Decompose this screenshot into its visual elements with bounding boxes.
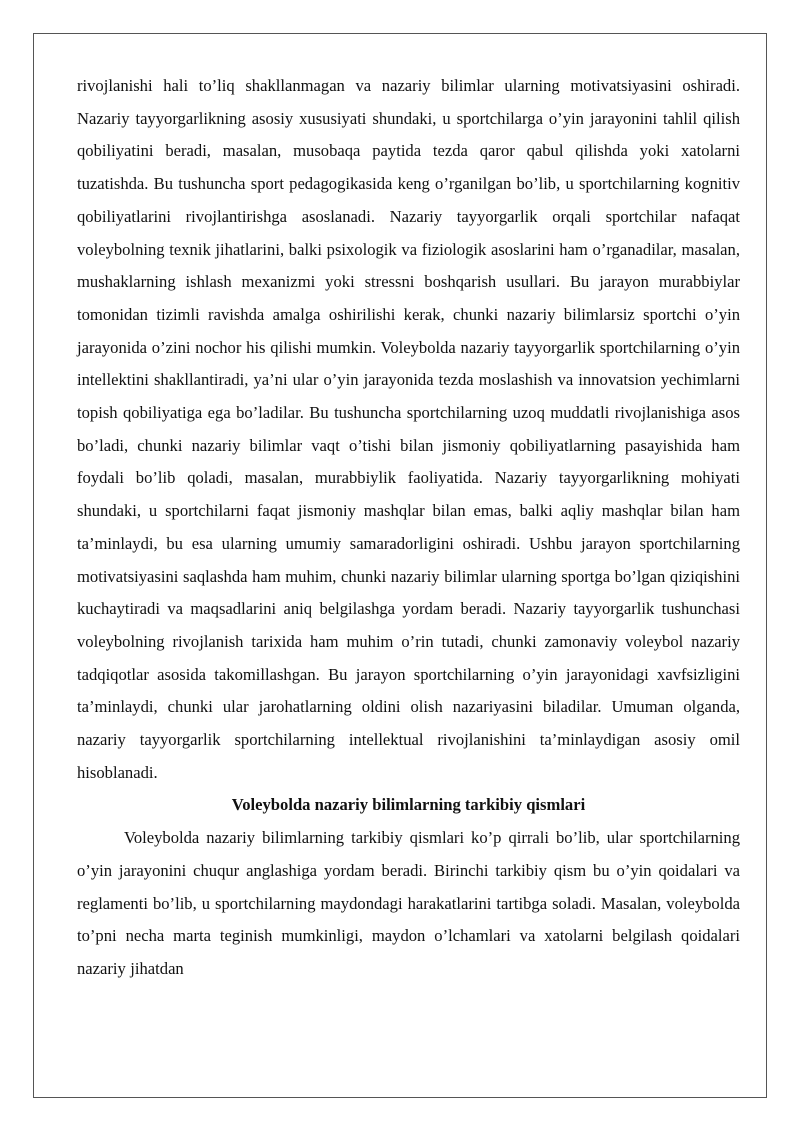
body-paragraph: Voleybolda nazariy bilimlarning tarkibiy qismlari ko’p qirrali bo’lib, ular sportchilarning o’yin jarayonini chuqur anglashiga yordam beradi. Birinchi tarkibiy qism bu o’yin qoidalari va reglamenti bo’lib, u sportchilarning maydondagi harakatlarini tartibga soladi. Masalan, voleybolda to’pni necha marta teginish mumkinligi, maydon o’lchamlari va xatolarni belgilash qoidalari nazariy jihatdan — [77, 828, 740, 978]
document-body — [77, 70, 740, 986]
section-heading: Voleybolda nazariy bilimlarning tarkibiy qismlari — [231, 795, 586, 815]
body-paragraph: rivojlanishi hali to’liq shakllanmagan va nazariy bilimlar ularning motivatsiyasini oshiradi. Nazariy tayyorgarlikning asosiy xususiyati shundaki, u sportchilarga o’yin jarayonini tahlil qilish qobiliyatini beradi, masalan, musobaqa paytida tezda qaror qabul qilishda yoki xatolarni tuzatishda. Bu tushuncha sport pedagogikasida keng o’rganilgan bo’lib, u sportchilarning kognitiv qobiliyatlarini rivojlantirishga asoslanadi. Nazariy tayyorgarlik orqali sportchilar nafaqat voleybolning texnik jihatlarini, balki psixologik va fiziologik asoslarini ham o’rganadilar, masalan, mushaklarning ishlash mexanizmi yoki stressni boshqarish usullari. Bu jarayon murabbiylar tomonidan tizimli ravishda amalga oshirilishi kerak, chunki nazariy bilimlarsiz sportchi o’yin jarayonida o’zini nochor his qilishi mumkin. Voleybolda nazariy tayyorgarlik sportchilarning o’yin intellektini shakllantiradi, ya’ni ular o’yin jarayonida tezda moslashish va innovatsion yechimlarni topish qobiliyatiga ega bo’ladilar. Bu tushuncha sportchilarning uzoq muddatli rivojlanishiga asos bo’ladi, chunki nazariy bilimlar vaqt o’tishi bilan jismoniy qobiliyatlarning pasayishida ham foydali bo’lib qoladi, masalan, murabbiylik faoliyatida. Nazariy tayyorgarlikning mohiyati shundaki, u sportchilarni faqat jismoniy mashqlar bilan emas, balki aqliy mashqlar bilan ham ta’minlaydi, bu esa ularning umumiy samaradorligini oshiradi. Ushbu jarayon sportchilarning motivatsiyasini saqlashda ham muhim, chunki nazariy bilimlar ularning sportga bo’lgan qiziqishini kuchaytiradi va maqsadlarini aniq belgilashga yordam beradi. Nazariy tayyorgarlik tushunchasi voleybolning rivojlanish tarixida ham muhim o’rin tutadi, chunki zamonaviy voleybol nazariy tadqiqotlar asosida takomillashgan. Bu jarayon sportchilarning o’yin jarayonidagi xavfsizligini ta’minlaydi, chunki ular jarohatlarning oldini olish nazariyasini biladilar. Umuman olganda, nazariy tayyorgarlik sportchilarning intellektual rivojlanishini ta’minlaydigan asosiy omil hisoblanadi. — [77, 76, 740, 782]
